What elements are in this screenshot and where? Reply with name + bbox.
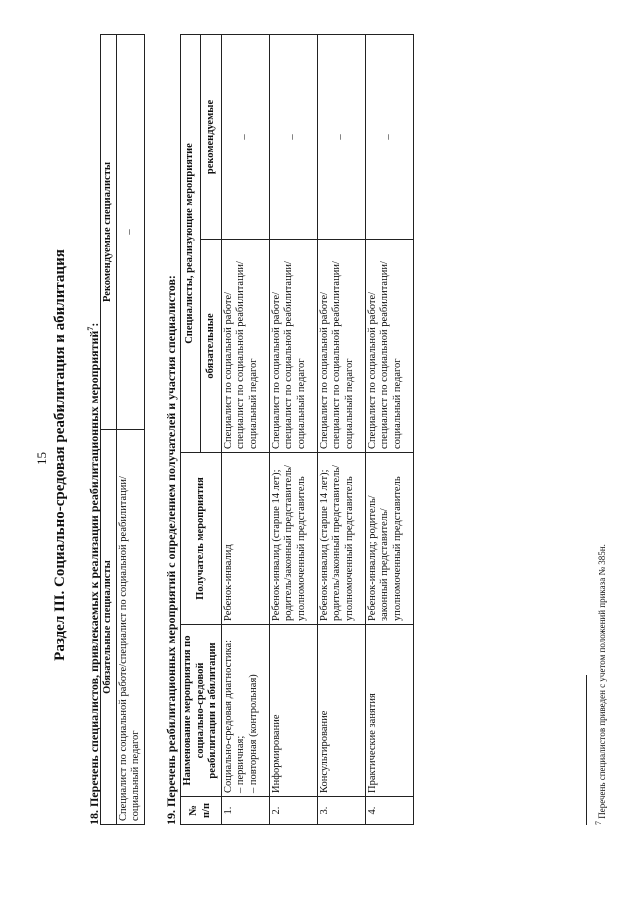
footnote-reference: 7	[86, 326, 95, 331]
row-num: 4.	[365, 797, 413, 825]
required-header: обязательные	[201, 240, 221, 453]
measure-name: Информирование	[270, 714, 282, 793]
recommended-cell: –	[269, 35, 317, 240]
footnote-divider	[586, 675, 587, 825]
measure-name: Социально-средовая диагностика:	[222, 639, 234, 793]
row-num: 1.	[221, 797, 269, 825]
recommended-cell: –	[317, 35, 365, 240]
required-cell: Специалист по социальной работе/специалист по социальной реабилитации/социальный педагог	[317, 240, 365, 453]
required-cell: Специалист по социальной работе/специалист по социальной реабилитации/социальный педагог	[365, 240, 413, 453]
required-specialists-header: Обязательные специалисты	[101, 430, 117, 825]
footnote-text: Перечень специалистов приведен с учетом положений приказа № 385н.	[597, 544, 607, 821]
measure-item: – повторная (контрольная)	[247, 674, 259, 793]
table-row	[269, 35, 317, 825]
measure-item: – первичная;	[235, 735, 246, 793]
section-18-heading-suffix: :	[87, 322, 101, 327]
recommended-header: рекомендуемые	[201, 35, 221, 240]
page-number: 15	[34, 452, 49, 465]
section-title: Раздел III. Социально-средовая реабилитация и абилитация	[52, 249, 68, 661]
measure-name-header: Наименование мероприятия по социально-средовой реабилитации и абилитации	[181, 625, 222, 797]
measure-name: Консультирование	[318, 710, 330, 793]
measure-name-cell	[269, 625, 317, 797]
num-header: № п/п	[181, 797, 222, 825]
table-row	[365, 35, 413, 825]
footnote	[594, 544, 607, 825]
recommended-cell: –	[221, 35, 269, 240]
footnote-mark: 7	[594, 821, 603, 825]
recipient-cell: Ребенок-инвалид (старше 14 лет); родитель/законный представитель/уполномоченный представитель	[269, 453, 317, 625]
measure-name-cell	[221, 625, 269, 797]
section-19-heading: 19. Перечень реабилитационных мероприятий с определением получателей и участия специалистов:	[164, 275, 178, 825]
row-num: 3.	[317, 797, 365, 825]
row-num: 2.	[269, 797, 317, 825]
measure-name-cell	[317, 625, 365, 797]
required-cell: Специалист по социальной работе/специалист по социальной реабилитации/социальный педагог	[269, 240, 317, 453]
measure-name-cell	[365, 625, 413, 797]
recipient-header: Получатель мероприятия	[181, 453, 222, 625]
measures-table	[180, 34, 414, 825]
required-specialists-cell: Специалист по социальной работе/специалист по социальной реабилитации/социальный педагог	[116, 430, 144, 825]
recommended-specialists-header: Рекомендуемые специалисты	[101, 35, 117, 430]
required-cell: Специалист по социальной работе/специалист по социальной реабилитации/социальный педагог	[221, 240, 269, 453]
recipient-cell: Ребенок-инвалид; родитель/законный представитель/уполномоченный представитель	[365, 453, 413, 625]
measure-name: Практические занятия	[366, 693, 378, 793]
recipient-cell: Ребенок-инвалид	[221, 453, 269, 625]
table-row	[221, 35, 269, 825]
recipient-cell: Ребенок-инвалид (старше 14 лет); родитель/законный представитель/уполномоченный представитель	[317, 453, 365, 625]
section-18-heading-text: 18. Перечень специалистов, привлекаемых к реализации реабилитационных мероприятий	[87, 330, 101, 825]
recommended-specialists-cell: –	[116, 35, 144, 430]
specialists-header: Специалисты, реализующие мероприятие	[181, 35, 201, 453]
specialists-table	[100, 34, 145, 825]
table-row	[317, 35, 365, 825]
recommended-cell: –	[365, 35, 413, 240]
